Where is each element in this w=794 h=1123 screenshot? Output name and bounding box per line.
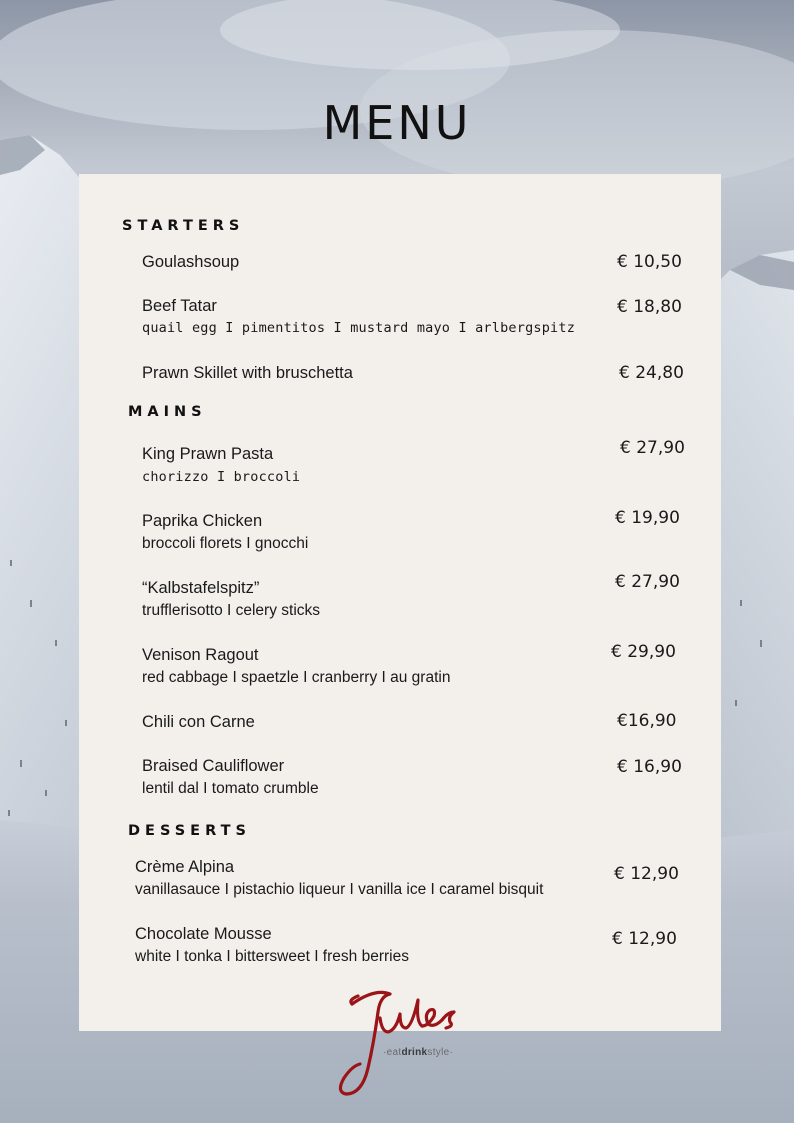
- dish-name: Braised Cauliflower: [142, 757, 285, 775]
- dish-price: € 16,90: [617, 757, 682, 777]
- dish-price: €16,90: [617, 711, 677, 731]
- dish-description: chorizzo I broccoli: [142, 469, 301, 485]
- dish-description: red cabbage I spaetzle I cranberry I au gratin: [142, 669, 451, 686]
- dish-name: Crème Alpina: [135, 858, 235, 876]
- section-heading-starters: STARTERS: [122, 218, 245, 234]
- dish-price: € 19,90: [615, 508, 680, 528]
- dish-description: quail egg I pimentitos I mustard mayo I arlbergspitz: [142, 320, 576, 336]
- dish-name: Chocolate Mousse: [135, 925, 272, 943]
- dish-price: € 12,90: [614, 864, 679, 884]
- section-heading-mains: MAINS: [128, 404, 207, 420]
- dish-name: Beef Tatar: [142, 297, 217, 315]
- dish-price: € 24,80: [619, 363, 684, 383]
- dish-name: King Prawn Pasta: [142, 445, 274, 463]
- dish-price: € 27,90: [615, 572, 680, 592]
- dish-description: trufflerisotto I celery sticks: [142, 602, 321, 619]
- dish-name: “Kalbstafelspitz”: [142, 579, 260, 597]
- jules-logo: [330, 982, 470, 1102]
- menu-title: MENU: [322, 96, 472, 150]
- dish-name: Paprika Chicken: [142, 512, 263, 530]
- dish-description: vanillasauce I pistachio liqueur I vanilla ice I caramel bisquit: [135, 881, 544, 898]
- dish-name: Goulashsoup: [142, 253, 240, 271]
- dish-name: Prawn Skillet with bruschetta: [142, 364, 353, 382]
- menu-card: [79, 174, 721, 1031]
- logo-tagline: ·eatdrinkstyle·: [383, 1047, 454, 1058]
- dish-name: Chili con Carne: [142, 713, 255, 731]
- dish-price: € 29,90: [611, 642, 676, 662]
- dish-price: € 18,80: [617, 297, 682, 317]
- dish-price: € 12,90: [612, 929, 677, 949]
- dish-price: € 10,50: [617, 252, 682, 272]
- dish-name: Venison Ragout: [142, 646, 259, 664]
- dish-description: white I tonka I bittersweet I fresh berries: [135, 948, 409, 965]
- section-heading-desserts: DESSERTS: [128, 823, 251, 839]
- dish-description: lentil dal I tomato crumble: [142, 780, 319, 797]
- dish-price: € 27,90: [620, 438, 685, 458]
- jules-script-logo-icon: [330, 982, 470, 1102]
- dish-description: broccoli florets I gnocchi: [142, 535, 309, 552]
